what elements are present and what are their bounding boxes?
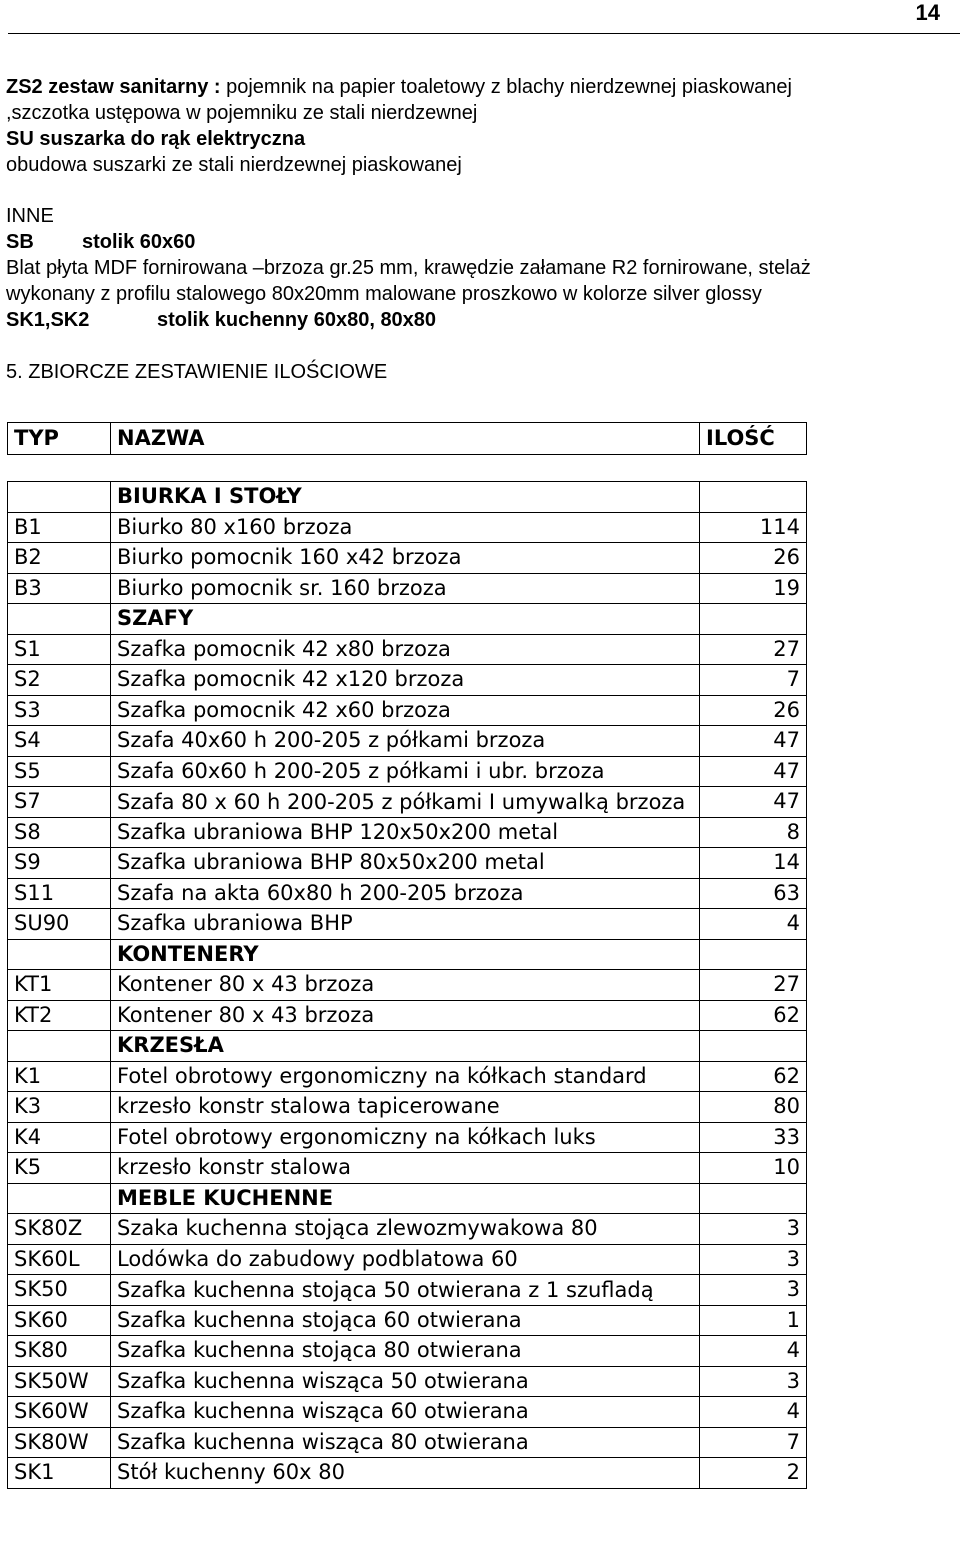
table-row (8, 512, 807, 543)
cell-typ: S5 (8, 756, 111, 787)
cell-typ: SK80Z (8, 1214, 111, 1245)
cell-typ: K4 (8, 1122, 111, 1153)
table-row (8, 1336, 807, 1367)
cell-typ: SK60 (8, 1305, 111, 1336)
cell-ilosc: 47 (700, 726, 807, 757)
cell-typ: S11 (8, 878, 111, 909)
header-table (7, 422, 807, 455)
table-row (8, 1244, 807, 1275)
cell-typ: SK1 (8, 1458, 111, 1489)
cell-nazwa: Szafa 40x60 h 200-205 z półkami brzoza (111, 726, 700, 757)
su-name: suszarka do rąk elektryczna (39, 128, 306, 150)
cell-nazwa: Szafka ubraniowa BHP 80x50x200 metal (111, 848, 700, 879)
cell-typ: S2 (8, 665, 111, 696)
cell-nazwa: krzesło konstr stalowa tapicerowane (111, 1092, 700, 1123)
table-row (8, 1000, 807, 1031)
zs2-code: ZS2 (6, 76, 43, 98)
cell-ilosc: 3 (700, 1366, 807, 1397)
cell-typ: KT1 (8, 970, 111, 1001)
su-desc: obudowa suszarki ze stali nierdzewnej piaskowanej (6, 154, 462, 176)
cell-typ: S4 (8, 726, 111, 757)
cell-nazwa: Szafa 60x60 h 200-205 z półkami i ubr. brzoza (111, 756, 700, 787)
su-code: SU (6, 128, 34, 150)
cell-nazwa: krzesło konstr stalowa (111, 1153, 700, 1184)
cell-typ: KT2 (8, 1000, 111, 1031)
cell-typ: SK60L (8, 1244, 111, 1275)
cell-typ: SK80 (8, 1336, 111, 1367)
header-nazwa: NAZWA (111, 423, 700, 455)
cell-nazwa: Szafka kuchenna stojąca 60 otwierana (111, 1305, 700, 1336)
cell-typ: SK80W (8, 1427, 111, 1458)
table-row (8, 1427, 807, 1458)
cell-ilosc: 14 (700, 848, 807, 879)
table-row (8, 1397, 807, 1428)
cell-nazwa: Szafka pomocnik 42 x120 brzoza (111, 665, 700, 696)
zs2-line (6, 74, 956, 100)
sk-name: stolik kuchenny 60x80, 80x80 (157, 309, 437, 331)
cell-nazwa: Szafa na akta 60x80 h 200-205 brzoza (111, 878, 700, 909)
cell-nazwa: Szafka pomocnik 42 x60 brzoza (111, 695, 700, 726)
table-row (8, 848, 807, 879)
cell-ilosc: 62 (700, 1000, 807, 1031)
zs2-desc: pojemnik na papier toaletowy z blachy nierdzewnej piaskowanej (220, 76, 792, 98)
cell-nazwa: Biurko pomocnik 160 x42 brzoza (111, 543, 700, 574)
cell-ilosc: 3 (700, 1244, 807, 1275)
table-row (8, 756, 807, 787)
su-line (6, 126, 956, 152)
cell-ilosc: 4 (700, 909, 807, 940)
table-row (8, 817, 807, 848)
cell-nazwa: Szafka pomocnik 42 x80 brzoza (111, 634, 700, 665)
table-row (8, 1092, 807, 1123)
inne-heading: INNE (6, 205, 54, 227)
cell-typ: SK50 (8, 1275, 111, 1306)
category-row (8, 482, 807, 513)
cell-ilosc: 47 (700, 787, 807, 818)
cell-nazwa: Kontener 80 x 43 brzoza (111, 1000, 700, 1031)
cell-ilosc: 27 (700, 970, 807, 1001)
cell-nazwa: Stół kuchenny 60x 80 (111, 1458, 700, 1489)
table-row (8, 787, 807, 818)
category-szafy: SZAFY (111, 604, 700, 635)
cell-ilosc: 80 (700, 1092, 807, 1123)
cell-ilosc: 4 (700, 1397, 807, 1428)
cell-typ: K3 (8, 1092, 111, 1123)
intro-text (6, 74, 956, 385)
sb-desc-1: Blat płyta MDF fornirowana –brzoza gr.25 mm, krawędzie załamane R2 fornirowane, stelaż (6, 257, 811, 279)
cell-typ: SU90 (8, 909, 111, 940)
category-row (8, 939, 807, 970)
cell-nazwa: Lodówka do zabudowy podblatowa 60 (111, 1244, 700, 1275)
cell-typ: B2 (8, 543, 111, 574)
cell-nazwa: Szafka kuchenna wisząca 80 otwierana (111, 1427, 700, 1458)
table-row (8, 543, 807, 574)
cell-typ: K1 (8, 1061, 111, 1092)
cell-nazwa: Szafka kuchenna wisząca 60 otwierana (111, 1397, 700, 1428)
table-row (8, 695, 807, 726)
cell-typ: S1 (8, 634, 111, 665)
category-row (8, 1031, 807, 1062)
header-row (8, 423, 807, 455)
cell-typ: SK60W (8, 1397, 111, 1428)
header-ilosc: ILOŚĆ (700, 423, 807, 455)
page-number: 14 (915, 0, 940, 25)
cell-nazwa: Szafka kuchenna stojąca 80 otwierana (111, 1336, 700, 1367)
table-row (8, 573, 807, 604)
section-title: 5. ZBIORCZE ZESTAWIENIE ILOŚCIOWE (6, 361, 388, 383)
table-row (8, 970, 807, 1001)
sb-line (6, 229, 956, 255)
cell-nazwa: Fotel obrotowy ergonomiczny na kółkach standard (111, 1061, 700, 1092)
header-divider (8, 33, 960, 34)
table-row (8, 878, 807, 909)
header-typ: TYP (8, 423, 111, 455)
category-meble-kuchenne: MEBLE KUCHENNE (111, 1183, 700, 1214)
cell-ilosc: 2 (700, 1458, 807, 1489)
cell-ilosc: 10 (700, 1153, 807, 1184)
cell-typ: S3 (8, 695, 111, 726)
table-row (8, 665, 807, 696)
cell-ilosc: 33 (700, 1122, 807, 1153)
category-row (8, 604, 807, 635)
cell-typ: SK50W (8, 1366, 111, 1397)
cell-nazwa: Biurko 80 x160 brzoza (111, 512, 700, 543)
table-row (8, 726, 807, 757)
sb-desc-2: wykonany z profilu stalowego 80x20mm malowane proszkowo w kolorze silver glossy (6, 283, 762, 305)
cell-typ: S8 (8, 817, 111, 848)
zs2-desc2: ,szczotka ustępowa w pojemniku ze stali nierdzewnej (6, 102, 478, 124)
category-kontenery: KONTENERY (111, 939, 700, 970)
table-row (8, 1122, 807, 1153)
cell-ilosc: 1 (700, 1305, 807, 1336)
cell-typ: B1 (8, 512, 111, 543)
table-row (8, 1275, 807, 1306)
cell-ilosc: 19 (700, 573, 807, 604)
category-krzesla: KRZESŁA (111, 1031, 700, 1062)
cell-ilosc: 3 (700, 1275, 807, 1306)
category-biurka: BIURKA I STOŁY (111, 482, 700, 513)
cell-nazwa: Szafa 80 x 60 h 200-205 z półkami I umywalką brzoza (111, 787, 700, 818)
table-row (8, 1153, 807, 1184)
cell-ilosc: 27 (700, 634, 807, 665)
cell-nazwa: Szaka kuchenna stojąca zlewozmywakowa 80 (111, 1214, 700, 1245)
cell-nazwa: Szafka kuchenna stojąca 50 otwierana z 1 szufladą (111, 1275, 700, 1306)
cell-typ: B3 (8, 573, 111, 604)
cell-ilosc: 7 (700, 1427, 807, 1458)
sk-code: SK1,SK2 (6, 309, 90, 331)
cell-ilosc: 114 (700, 512, 807, 543)
cell-nazwa: Szafka ubraniowa BHP 120x50x200 metal (111, 817, 700, 848)
cell-ilosc: 26 (700, 695, 807, 726)
cell-nazwa: Szafka kuchenna wisząca 50 otwierana (111, 1366, 700, 1397)
table-row (8, 1061, 807, 1092)
table-row (8, 1305, 807, 1336)
table-row (8, 634, 807, 665)
zs2-name: zestaw sanitarny : (48, 76, 221, 98)
cell-nazwa: Szafka ubraniowa BHP (111, 909, 700, 940)
cell-ilosc: 63 (700, 878, 807, 909)
cell-ilosc: 47 (700, 756, 807, 787)
cell-nazwa: Biurko pomocnik sr. 160 brzoza (111, 573, 700, 604)
cell-ilosc: 3 (700, 1214, 807, 1245)
sb-code: SB (6, 231, 34, 253)
table-row (8, 909, 807, 940)
cell-typ: S7 (8, 787, 111, 818)
table-row (8, 1366, 807, 1397)
cell-ilosc: 62 (700, 1061, 807, 1092)
cell-typ: K5 (8, 1153, 111, 1184)
quantity-table (7, 481, 807, 1489)
table-row (8, 1458, 807, 1489)
sb-name: stolik 60x60 (82, 231, 196, 253)
category-row (8, 1183, 807, 1214)
cell-ilosc: 7 (700, 665, 807, 696)
cell-nazwa: Kontener 80 x 43 brzoza (111, 970, 700, 1001)
table-row (8, 1214, 807, 1245)
sk-line (6, 307, 956, 333)
cell-ilosc: 26 (700, 543, 807, 574)
cell-ilosc: 8 (700, 817, 807, 848)
cell-ilosc: 4 (700, 1336, 807, 1367)
cell-typ: S9 (8, 848, 111, 879)
cell-nazwa: Fotel obrotowy ergonomiczny na kółkach luks (111, 1122, 700, 1153)
